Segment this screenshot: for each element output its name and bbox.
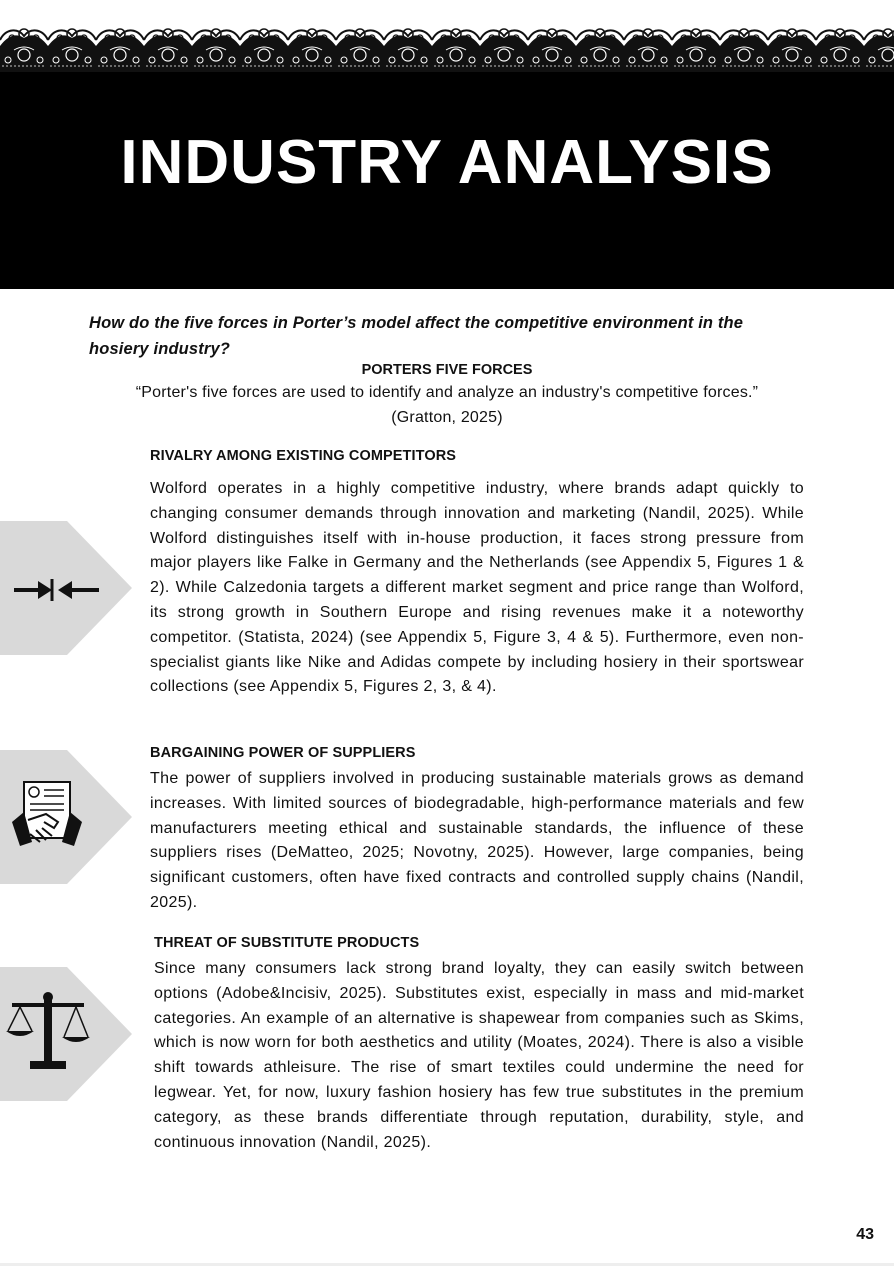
substitutes-paragraph: Since many consumers lack strong brand loyalty, they can easily switch between options (Adobe&Incisiv, 2025). Substitutes exist, especially in mass and mid-market categories. An example of an alternative is shapewear from companies such as Skims, which is now worn for both aesthetics and utility (Moates, 2024). There is also a visible shift towards athleisure. The rise of smart textiles could undermine the need for legwear. Yet, for now, luxury fashion hosiery has few true substitutes in the premium category, as these brands differentiate through reputation, durability, style, and continuous innovation (Nandil, 2025). [154,960,804,1151]
suppliers-icon-panel [0,750,132,884]
substitutes-heading: THREAT OF SUBSTITUTE PRODUCTS [154,935,420,951]
rivalry-paragraph: Wolford operates in a highly competitive industry, where brands adapt quickly to changing consumer demands through innovation and marketing (Nandil, 2025). While Wolford distinguishes itself with in-house production, it faces strong pressure from major players like Falke in Germany and the Netherlands (see Appendix 5, Figures 1 & 2). While Calzedonia targets a different market segment and price range than Wolford, its strong growth in Southern Europe and rising revenues make it a noteworthy competitor. (Statista, 2024) (see Appendix 5, Figure 3, 4 & 5). Furthermore, even non-specialist giants like Nike and Adidas compete by including hosiery in their sportswear collections (see Appendix 5, Figures 2, 3, & 4). [150,480,804,696]
title-banner [0,72,894,289]
page-title: INDUSTRY ANALYSIS [120,128,774,197]
research-question: How do the five forces in Porter’s model affect the competitive environment in the hosiery industry? [89,314,744,358]
arrows-converging-icon [0,521,132,655]
balance-scale-icon [0,967,132,1101]
rivalry-heading: RIVALRY AMONG EXISTING COMPETITORS [150,448,457,464]
substitutes-icon-panel [0,967,132,1101]
page-number: 43 [856,1226,874,1243]
porters-five-forces-heading: PORTERS FIVE FORCES [361,362,533,378]
rivalry-icon-panel [0,521,132,655]
suppliers-paragraph: The power of suppliers involved in producing sustainable materials grows as demand increases. With limited sources of biodegradable, high-performance materials and few manufacturers meeting ethical and sustainable standards, the influence of these suppliers rises (DeMatteo, 2025; Novotny, 2025). However, large companies, being significant customers, often have fixed contracts and controlled supply chains (Nandil, 2025). [150,770,804,911]
quote-citation: (Gratton, 2025) [391,409,503,426]
lace-border-decoration [0,0,894,72]
contract-handshake-icon [0,750,132,884]
suppliers-heading: BARGAINING POWER OF SUPPLIERS [150,745,416,761]
definition-quote [60,380,834,430]
quote-text: “Porter's five forces are used to identify and analyze an industry's competitive forces.” [135,384,759,401]
